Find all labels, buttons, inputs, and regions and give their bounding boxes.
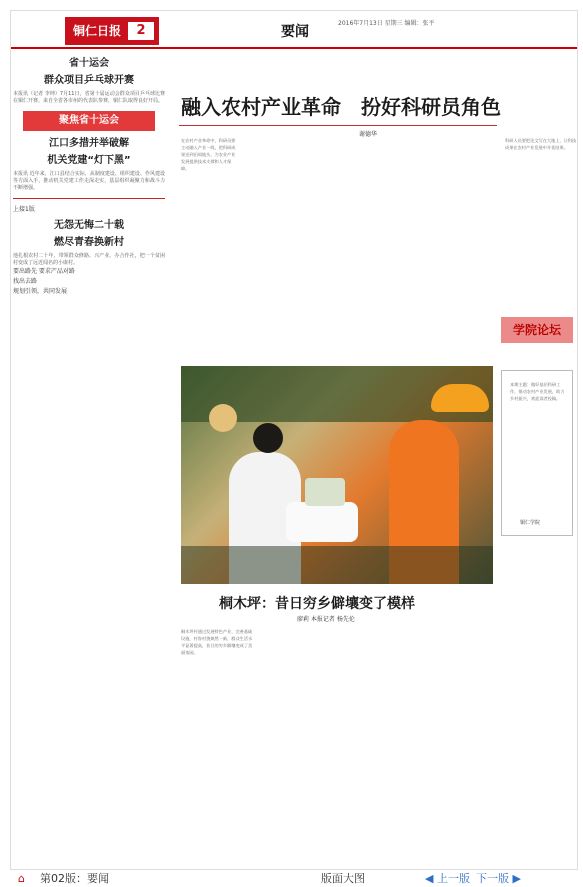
newspaper-page [10, 10, 578, 870]
gift-bag [286, 502, 358, 542]
news-photo [181, 366, 493, 584]
left-paragraph-2: 本报讯 近年来，江口县结合实际，从制度建设、组织建设、作风建设等方面入手，推动机关党建工作走深走实，基层组织凝聚力和战斗力不断增强。 [13, 171, 165, 191]
photo-story-text: 桐木坪村通过发展特色产业、完善基础设施，村容村貌焕然一新，群众生活水平显著提高，昔日的穷乡僻壤变成了美丽家园。 [181, 629, 253, 655]
left-headline-1: 省十运会 [69, 58, 109, 69]
left-headline-2: 群众项目乒乓球开赛 [44, 75, 134, 86]
left-headline-5: 无怨无悔二十载 [54, 220, 124, 231]
photo-foreground-shadow [181, 546, 493, 584]
previous-page-link[interactable]: ◀ 上一版 [425, 872, 470, 885]
masthead-meta: 2016年7月13日 星期三 编辑：张平 [338, 20, 435, 27]
top-note: 上接1版 [13, 206, 35, 213]
divider [13, 198, 165, 199]
package [305, 478, 345, 506]
left-headline-3: 江口多措并举破解 [49, 138, 129, 149]
photo-story-byline: 廖莉 本报记者 杨先伦 [297, 616, 355, 623]
left-column [13, 53, 165, 863]
left-headline-6: 燃尽青春换新村 [54, 237, 124, 248]
home-icon[interactable]: ⌂ [18, 872, 25, 885]
side-article-text: 科研人员要把论文写在大地上，让科技成果在农村产业发展中开花结果。 [505, 138, 577, 150]
page-label-link[interactable]: 第02版：要闻 [40, 872, 109, 885]
main-byline: 谢德华 [359, 131, 378, 138]
background-face-2 [253, 423, 283, 453]
orange-hat [431, 384, 489, 412]
layout-image-link[interactable]: 版面大图 [321, 872, 365, 885]
next-page-link[interactable]: 下一版 ▶ [476, 872, 521, 885]
main-article-text: 在农村产业革命中，科研员要主动融入产业一线，把科研成果送到田间地头，为农业产业发展提供技术支撑和人才保障。 [181, 138, 236, 171]
masthead [11, 11, 578, 49]
main-headline: 融入农村产业革命 扮好科研员角色 [181, 95, 501, 119]
subheading-2: 找出去路 [13, 278, 38, 285]
left-paragraph-1: 本报讯（记者 李坤）7月11日，省第十届运动会群众项目乒乓球比赛在铜仁开赛。来自全省各市州的代表队参赛，铜仁队取得良好开局。 [13, 91, 165, 104]
headline-rule [179, 125, 497, 126]
forum-note [501, 370, 573, 536]
photo-story-headline: 桐木坪：昔日穷乡僻壤变了模样 [219, 596, 415, 612]
left-headline-4: 机关党建“灯下黑” [47, 155, 131, 166]
page-number: 2 [128, 22, 154, 40]
feature-box: 聚焦省十运会 [23, 111, 155, 131]
subheading-3: 规划引领，共同发展 [13, 288, 68, 295]
page-footer [0, 871, 583, 887]
forum-banner: 学院论坛 [501, 317, 573, 343]
newspaper-logo [65, 17, 159, 45]
section-title: 要闻 [281, 24, 309, 40]
forum-author: 铜仁学院 [520, 520, 541, 526]
forum-note-text: 本期主题：做好基层科研工作，推动农村产业发展，助力乡村振兴，欢迎读者投稿。 [510, 382, 565, 401]
background-face-1 [209, 404, 237, 432]
logo-text: 铜仁日报 [73, 24, 122, 38]
left-paragraph-3: 他扎根农村二十年，带领群众修路、兴产业、办合作社，把一个贫困村变成了远近闻名的小康村。 [13, 253, 165, 266]
subheading-1: 要出路先 要求产品对路 [13, 268, 75, 275]
